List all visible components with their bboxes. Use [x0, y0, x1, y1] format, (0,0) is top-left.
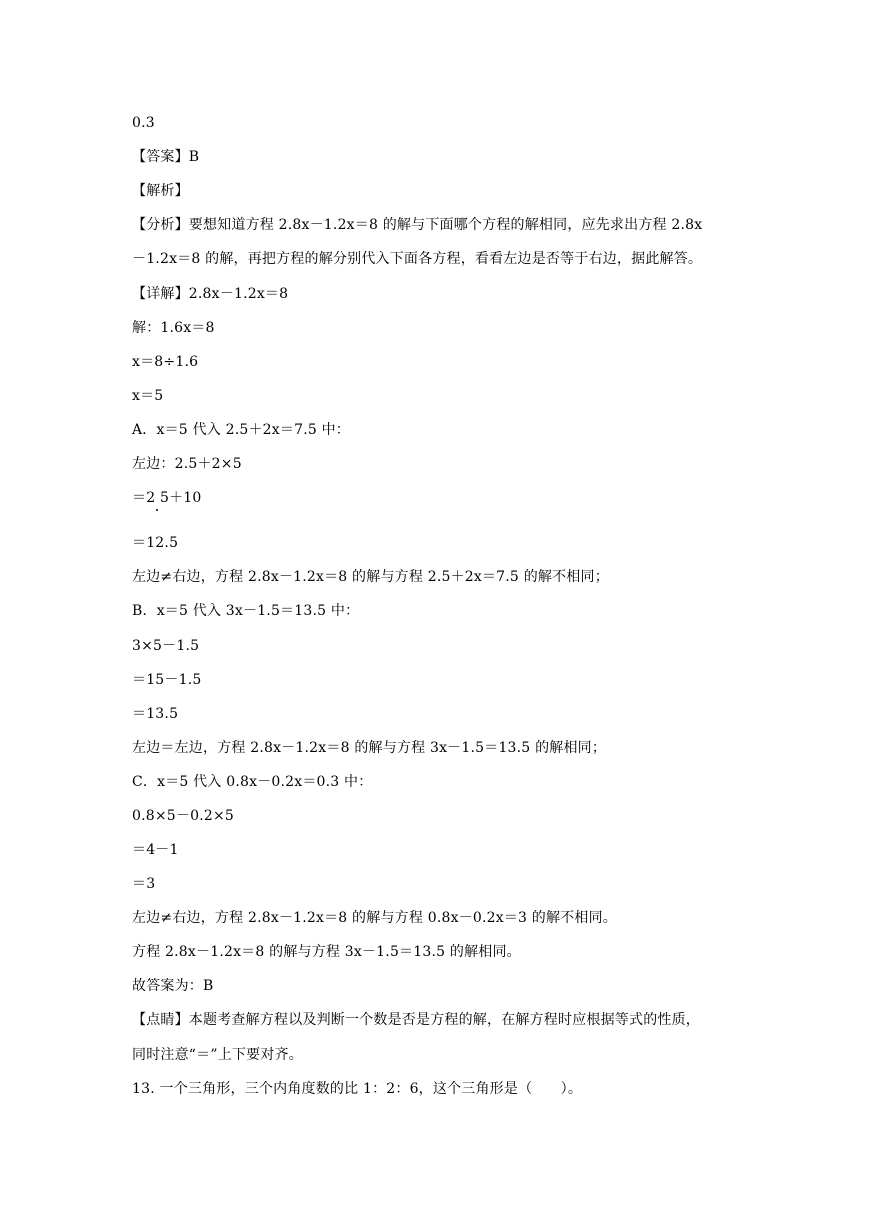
- text-line: 0.8×5－0.2×5: [132, 808, 235, 824]
- analysis-heading: 【解析】: [132, 183, 189, 199]
- comment-line: 同时注意“＝”上下要对齐。: [132, 1047, 303, 1063]
- text-line: C．x＝5 代入 0.8x－0.2x＝0.3 中：: [132, 774, 373, 790]
- text-line: －1.2x＝8 的解，再把方程的解分别代入下面各方程，看看左边是否等于右边，据此解答。: [132, 251, 703, 267]
- stray-dot: [156, 509, 158, 511]
- text-line: 【分析】要想知道方程 2.8x－1.2x＝8 的解与下面哪个方程的解相同，应先求出方程 2.8x: [132, 217, 703, 233]
- text-line: ＝15－1.5: [132, 672, 202, 688]
- final-answer-line: 故答案为：B: [132, 978, 214, 994]
- text-line: ＝4－1: [132, 842, 179, 858]
- text-line: ＝13.5: [132, 706, 179, 722]
- text-line: 方程 2.8x－1.2x＝8 的解与方程 3x－1.5＝13.5 的解相同。: [132, 944, 521, 960]
- text-line: B．x＝5 代入 3x－1.5＝13.5 中：: [132, 603, 360, 619]
- text-line: 【详解】2.8x－1.2x＝8: [132, 286, 289, 302]
- comment-line: 【点睛】本题考查解方程以及判断一个数是否是方程的解，在解方程时应根据等式的性质，: [132, 1012, 700, 1028]
- text-line: ＝2 5＋10: [132, 490, 202, 506]
- answer-line: 【答案】B: [132, 149, 200, 165]
- text-line: ＝3: [132, 876, 156, 892]
- text-line: 3×5－1.5: [132, 638, 200, 654]
- text-line: 0.3: [132, 115, 155, 131]
- question-13: 13. 一个三角形，三个内角度数的比 1：2：6，这个三角形是（ ）。: [132, 1081, 583, 1097]
- text-line: 左边≠右边，方程 2.8x－1.2x＝8 的解与方程 2.5＋2x＝7.5 的解不相同；: [132, 569, 609, 585]
- text-line: x＝8÷1.6: [132, 354, 199, 370]
- text-line: 左边≠右边，方程 2.8x－1.2x＝8 的解与方程 0.8x－0.2x＝3 的解不相同。: [132, 910, 617, 926]
- text-line: x＝5: [132, 388, 164, 404]
- text-line: A．x＝5 代入 2.5＋2x＝7.5 中：: [132, 422, 350, 438]
- text-line: 解：1.6x＝8: [132, 320, 215, 336]
- text-line: 左边：2.5＋2×5: [132, 456, 242, 472]
- text-line: 左边＝左边，方程 2.8x－1.2x＝8 的解与方程 3x－1.5＝13.5 的解相同；: [132, 740, 607, 756]
- text-line: ＝12.5: [132, 535, 179, 551]
